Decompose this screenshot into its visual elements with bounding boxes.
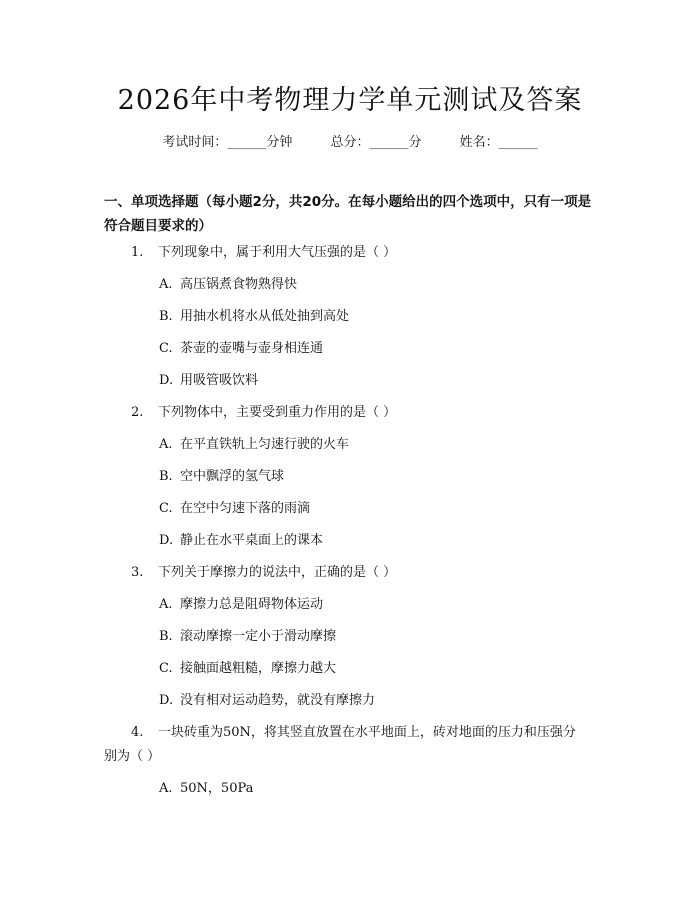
option-letter: D. <box>159 533 174 548</box>
question-number: 3. <box>131 565 144 580</box>
exam-time-label: 考试时间： <box>162 135 228 150</box>
question-3-option-b <box>159 625 599 649</box>
question-number: 2. <box>131 405 144 420</box>
question-2-option-b <box>159 465 599 489</box>
option-text: 茶壶的壶嘴与壶身相连通 <box>180 341 324 356</box>
question-4 <box>131 721 601 745</box>
option-letter: D. <box>159 693 174 708</box>
option-text: 高压锅煮食物熟得快 <box>180 277 298 292</box>
question-2 <box>131 401 601 425</box>
option-letter: B. <box>159 629 173 644</box>
question-3-option-a <box>159 593 599 617</box>
student-name-label: 姓名： <box>459 135 499 150</box>
question-3-option-c <box>159 657 599 681</box>
total-score-label: 总分： <box>330 135 370 150</box>
question-2-option-d <box>159 529 599 553</box>
question-1-option-d <box>159 369 599 393</box>
option-letter: C. <box>159 501 173 516</box>
exam-time-field <box>162 135 292 150</box>
option-letter: A. <box>159 277 173 292</box>
question-1-option-b <box>159 305 599 329</box>
exam-time-blank: ______分钟 <box>227 135 293 150</box>
question-number: 1. <box>131 245 144 260</box>
option-letter: A. <box>159 437 173 452</box>
total-score-field <box>330 135 421 150</box>
option-letter: B. <box>159 469 173 484</box>
question-2-option-c <box>159 497 599 521</box>
option-text: 在平直铁轨上匀速行驶的火车 <box>180 437 350 452</box>
option-text: 静止在水平桌面上的课本 <box>180 533 324 548</box>
question-4-option-a <box>159 777 599 801</box>
student-name-field <box>460 135 538 150</box>
section-heading: 一、单项选择题（每小题2分，共20分。在每小题给出的四个选项中，只有一项是符合题目要求的） <box>104 194 592 234</box>
option-letter: B. <box>159 309 173 324</box>
option-text: 接触面越粗糙，摩擦力越大 <box>180 661 337 676</box>
option-text: 滚动摩擦一定小于滑动摩擦 <box>180 629 337 644</box>
option-letter: D. <box>159 373 174 388</box>
option-letter: C. <box>159 341 173 356</box>
question-2-option-a <box>159 433 599 457</box>
question-stem: 下列关于摩擦力的说法中，正确的是（ ） <box>158 565 397 580</box>
question-1-option-c <box>159 337 599 361</box>
option-text: 在空中匀速下落的雨滴 <box>180 501 311 516</box>
question-stem-line-1: 一块砖重为50N，将其竖直放置在水平地面上，砖对地面的压力和压强分 <box>158 725 576 740</box>
option-text: 50N，50Pa <box>180 781 254 796</box>
question-4-continued <box>104 745 574 769</box>
option-letter: A. <box>159 781 173 796</box>
total-score-blank: ______分 <box>369 135 422 150</box>
question-stem-line-2: 别为（ ） <box>104 749 161 764</box>
option-letter: C. <box>159 661 173 676</box>
exam-info-line <box>0 131 700 150</box>
question-3 <box>131 561 601 585</box>
option-text: 没有相对运动趋势，就没有摩擦力 <box>180 693 376 708</box>
option-text: 用抽水机将水从低处抽到高处 <box>180 309 350 324</box>
page-title: 2026年中考物理力学单元测试及答案 <box>117 85 583 116</box>
question-1-option-a <box>159 273 599 297</box>
question-stem: 下列物体中，主要受到重力作用的是（ ） <box>158 405 397 420</box>
question-1 <box>131 241 601 265</box>
question-stem: 下列现象中，属于利用大气压强的是（ ） <box>158 245 397 260</box>
question-3-option-d <box>159 689 599 713</box>
student-name-blank: ______ <box>498 135 538 150</box>
question-number: 4. <box>131 725 144 740</box>
option-text: 摩擦力总是阻碍物体运动 <box>180 597 324 612</box>
option-letter: A. <box>159 597 173 612</box>
option-text: 用吸管吸饮料 <box>180 373 259 388</box>
option-text: 空中飘浮的氢气球 <box>180 469 285 484</box>
